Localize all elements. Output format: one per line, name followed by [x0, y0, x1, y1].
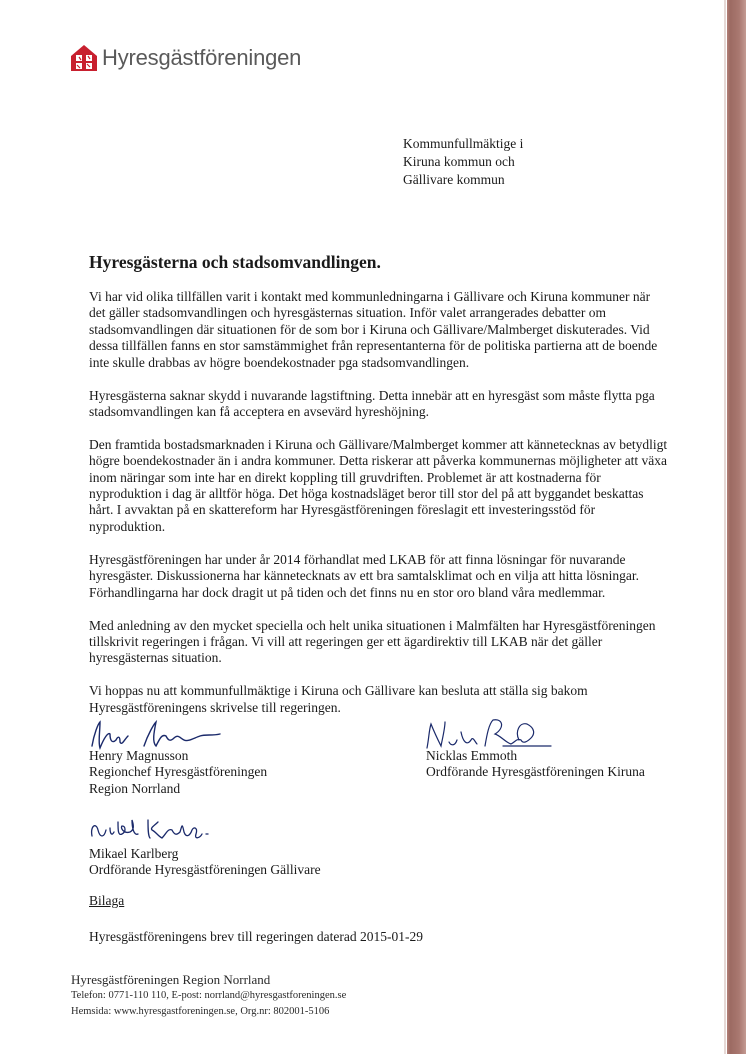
scan-edge-strip	[727, 0, 746, 1054]
signatory-name: Henry Magnusson	[89, 748, 189, 763]
signatory-mikael	[89, 846, 321, 879]
scan-edge-line	[724, 0, 726, 1054]
logo-text: Hyresgästföreningen	[102, 45, 302, 70]
body-paragraph: Hyresgästerna saknar skydd i nuvarande lagstiftning. Detta innebär att en hyresgäst som måste flytta pga stadsomvandlingen kan få acceptera en avsevärd hyreshöjning.	[89, 387, 655, 419]
letter-body	[89, 289, 669, 733]
signatory-name: Mikael Karlberg	[89, 846, 179, 861]
signatory-title: Region Norrland	[89, 780, 181, 796]
body-paragraph: Vi har vid olika tillfällen varit i kontakt med kommunledningarna i Gällivare och Kiruna kommuner när det gäller stadsomvandlingen och hyresgästernas situation. Inför valet arrangerades debatter om stadsomvandlingen där situationen för de som bor i Kiruna och Gällivare/Malmberget diskuterades. Vid dessa tillfällen fanns en stor samstämmighet från representanterna för de politiska partierna att de boende inte skulle drabbas av högre boendekostnader pga stadsomvandlingen.	[89, 289, 658, 370]
signatory-name: Nicklas Emmoth	[426, 748, 518, 763]
signatory-title: Ordförande Hyresgästföreningen Gällivare	[89, 862, 321, 878]
recipient-line: Kommunfullmäktige i	[403, 136, 524, 151]
organization-logo	[69, 41, 301, 75]
house-logo-icon	[69, 43, 99, 73]
recipient-line: Gällivare kommun	[403, 172, 505, 187]
footer-web: Hemsida: www.hyresgastforeningen.se, Org.nr: 802001-5106	[71, 1006, 330, 1017]
signatory-nicklas	[426, 748, 645, 781]
body-paragraph: Med anledning av den mycket speciella och helt unika situationen i Malmfälten har Hyresgästföreningen tillskrivit regeringen i frågan. Vi vill att regeringen ger ett ägardirektiv till LKAB när det gäller hyresgästernas situation.	[89, 617, 656, 666]
recipient-line: Kiruna kommun och	[403, 154, 515, 169]
attachment-text: Hyresgästföreningens brev till regeringen daterad 2015-01-29	[89, 929, 424, 944]
footer-contact: Telefon: 0771-110 110, E-post: norrland@hyresgastforeningen.se	[71, 990, 347, 1001]
letter-heading: Hyresgästerna och stadsomvandlingen.	[89, 252, 381, 272]
signatory-henry	[89, 748, 267, 797]
body-paragraph: Den framtida bostadsmarknaden i Kiruna och Gällivare/Malmberget kommer att kännetecknas av betydligt högre boendekostnader än i andra kommuner. Detta riskerar att påverka kommunernas möjligheter att växa inom näringar som inte har en direkt koppling till gruvdriften. Problemet är att kostnaderna för nyproduktion i dag är alltför höga. Det höga kostnadsläget beror till stor del på att byggandet beskattas hårt. I avvaktan på en skattereform har Hyresgästföreningen föreslagit ett investeringsstöd för nyproduktion.	[89, 436, 668, 534]
body-paragraph: Hyresgästföreningen har under år 2014 förhandlat med LKAB för att finna lösningar för nuvarande hyresgäster. Diskussionerna har kännetecknats av ett bra samtalsklimat och en vilja att hitta lösningar. Förhandlingarna har dock dragit ut på tiden och det finns nu en stor oro bland våra medlemmar.	[89, 551, 639, 600]
body-paragraph: Vi hoppas nu att kommunfullmäktige i Kiruna och Gällivare kan besluta att ställa sig bakom Hyresgästföreningens skrivelse till regeringen.	[89, 683, 588, 715]
handwritten-signature	[86, 812, 216, 848]
footer-org: Hyresgästföreningen Region Norrland	[71, 972, 271, 987]
letter-footer	[71, 971, 346, 1020]
signatory-title: Regionchef Hyresgästföreningen	[89, 764, 268, 780]
attachment-label: Bilaga	[89, 893, 125, 908]
recipient-address	[403, 135, 523, 189]
signatory-title: Ordförande Hyresgästföreningen Kiruna	[426, 764, 645, 780]
